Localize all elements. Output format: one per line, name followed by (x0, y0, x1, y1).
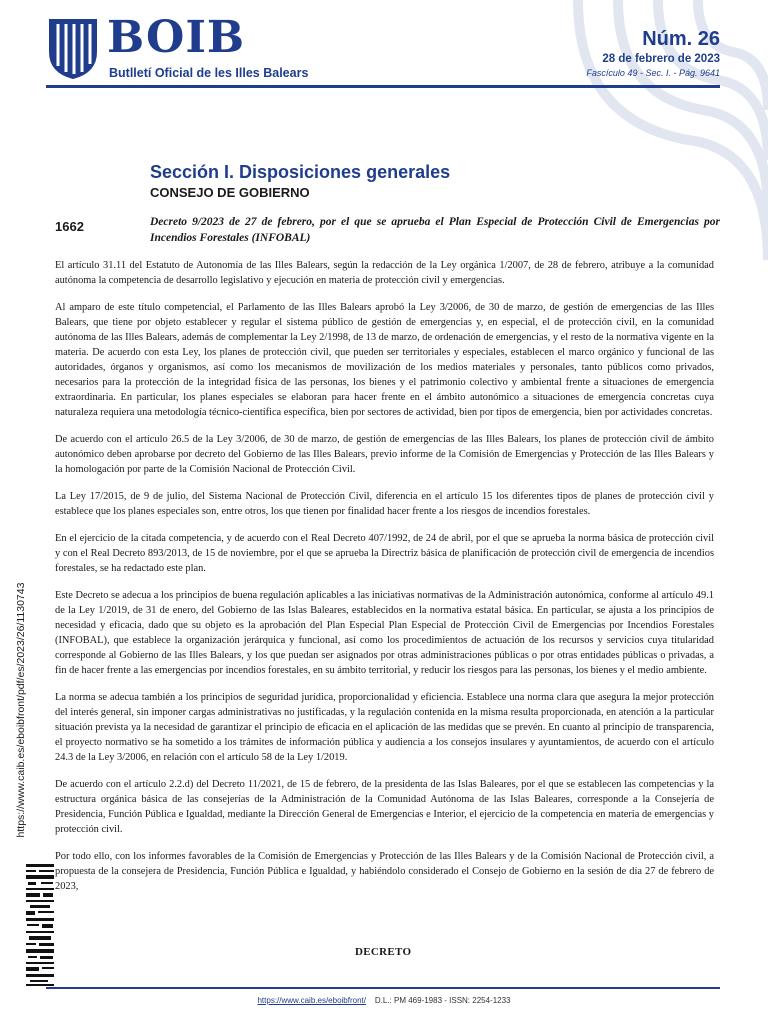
paragraph: En el ejercicio de la citada competencia, y de acuerdo con el Real Decreto 407/1992, de 24 de abril, por el que se aprueba la norma básica de protección civil y con el Real Decreto 893/2013, de 15 de noviembre, por el que se aprueba la Directriz básica de planificación de protección civil de emergencia de incendios forestales, se ha redactado este plan. (55, 533, 714, 574)
article-title: Decreto 9/2023 de 27 de febrero, por el que se aprueba el Plan Especial de Protección Civil de Emergencias por Incendios Forestales (INFOBAL) (150, 216, 720, 244)
issue-number: Núm. 26 (642, 28, 720, 50)
boib-subtitle: Butlletí Oficial de les Illes Balears (109, 66, 309, 80)
boib-brand: BOIB (107, 12, 246, 63)
footer (0, 996, 768, 1005)
footer-divider (46, 987, 720, 989)
issuing-body: CONSEJO DE GOBIERNO (150, 185, 310, 200)
paragraph: El artículo 31.11 del Estatuto de Autonomía de las Illes Balears, según la redacción de la Ley orgánica 1/2007, de 28 de febrero, atribuye a la comunidad autónoma la competencia de desarrollo legislativo y ejecución en materia de protección civil y emergencias. (55, 260, 714, 286)
section-title: Sección I. Disposiciones generales (150, 162, 451, 182)
header-divider (46, 85, 720, 88)
article-number: 1662 (55, 219, 84, 234)
paragraph: La Ley 17/2015, de 9 de julio, del Sistema Nacional de Protección Civil, diferencia en el artículo 15 los diferentes tipos de planes de protección civil y establece que los planes especiales son, entre otros, los que tienen por finalidad hacer frente a los riesgos de incendios forestales. (55, 491, 714, 517)
document-body (55, 258, 714, 906)
paragraph: Este Decreto se adecua a los principios de buena regulación aplicables a las iniciativas normativas de la Administración autonómica, conforme al artículo 49.1 de la Ley 1/2019, de 31 de enero, del Gobierno de las Islas Baleares, establecidos en la normativa estatal básica. En particular, se ajusta a los principios de necesidad y eficacia, dado que su objeto es la aprobación del Plan Especial Plan Especial de Protección Civil de Emergencias por Incendios Forestales (INFOBAL), que establece la organización jerárquica y funcional, así como los procedimientos de actuación de los recursos y servicios cuya titularidad corresponde al Gobierno de las Illes Balears, y los que puedan ser asignados por otras administraciones públicas o por otras entidades públicas o privadas, a fin de hacer frente a las emergencias por incendios forestales, en su ámbito territorial, y reducir los riesgos para las personas, los bienes y el medio ambiente. (55, 590, 714, 676)
footer-link[interactable]: https://www.caib.es/eboibfront/ (257, 996, 366, 1005)
paragraph: De acuerdo con el artículo 26.5 de la Ley 3/2006, de 30 de marzo, de gestión de emergencias de las Illes Balears, los planes de protección civil de ámbito autonómico deben aprobarse por decreto del Gobierno de las Illes Balears, previo informe de la Comisión de Emergencias y Protección de las Illes Balears y la homologación por parte de la Comisión Nacional de Protección Civil. (55, 434, 714, 475)
balearic-coat-of-arms-logo (46, 18, 100, 80)
paragraph: Por todo ello, con los informes favorables de la Comisión de Emergencias y Protección de las Illes Balears y de la Comisión Nacional de Protección civil, a propuesta de la consejera de Presidencia, Función Pública e Igualdad, y habiéndolo considerado el Consejo de Gobierno en la sesión de día 27 de febrero de 2023, (55, 851, 714, 892)
decree-heading: DECRETO (355, 946, 412, 958)
issue-date: 28 de febrero de 2023 (602, 53, 720, 65)
footer-legal: D.L.: PM 469-1983 - ISSN: 2254-1233 (374, 996, 511, 1005)
paragraph: De acuerdo con el artículo 2.2.d) del Decreto 11/2021, de 15 de febrero, de la presidenta de las Islas Baleares, por el que se establecen las competencias y la estructura orgánica básica de las consejerías de la Administración de la Comunidad Autónoma de las Islas Baleares, corresponde a la Consejería de Presidencia, Función Pública e Igualdad, mediante la Dirección General de Emergencias e Interior, el ejercicio de la competencia en materia de emergencias y protección civil. (55, 779, 714, 835)
fascicle-info: Fascículo 49 - Sec. I. - Pág. 9641 (586, 68, 720, 78)
verification-code-icon (25, 862, 55, 987)
vertical-document-url[interactable]: https://www.caib.es/eboibfront/pdf/es/2023/26/1130743 (15, 582, 27, 838)
paragraph: La norma se adecua también a los principios de seguridad jurídica, proporcionalidad y eficiencia. Establece una norma clara que asegura la mejor protección del interés general, sin imponer cargas administrativas no justificadas, y la regulación contenida en la misma resulta proporcionada, en atención a la particular situación prevista ya la necesidad de garantizar el principio de eficacia en el aplicación de las medidas que se prevén. En cuanto al principio de transparencia, el proyecto normativo se ha sometido a los trámites de información pública y audiencia a los consejos insulares y ayuntamientos, de acuerdo con el artículo 24.3 de la Ley 3/2006, en relación con el artículo 58 de la Ley 1/2019. (55, 692, 714, 763)
paragraph: Al amparo de este título competencial, el Parlamento de las Illes Balears aprobó la Ley 3/2006, de 30 de marzo, de gestión de emergencias de las Illes Balears, que tiene por objeto establecer y regular el sistema público de gestión de emergencias y, en especial, el de protección civil, en la comunidad autónoma de las Illes Balears, además de complementar la Ley 2/1998, de 13 de marzo, de ordenación de emergencias, y el resto de la normativa vigente en la materia. De acuerdo con esta Ley, los planes de protección civil, que pueden ser territoriales y especiales, establecen el marco orgánico y funcional de las autoridades, órganos y organismos, así como los mecanismos de movilización de los medios materiales y personales, tanto públicos como privados, necesarios para la protección de la integridad física de las personas, los bienes y el patrimonio colectivo y ambiental frente a situaciones de emergencia extraordinaria. En particular, los planes especiales se elaboran para hacer frente en el ámbito autonómico a situaciones de emergencia concretas cuya naturaleza requiera una metodología técnico-científica específica, bien por sectores de actividad, bien por tipos de emergencia, bien por actividades concretas. (55, 302, 714, 418)
